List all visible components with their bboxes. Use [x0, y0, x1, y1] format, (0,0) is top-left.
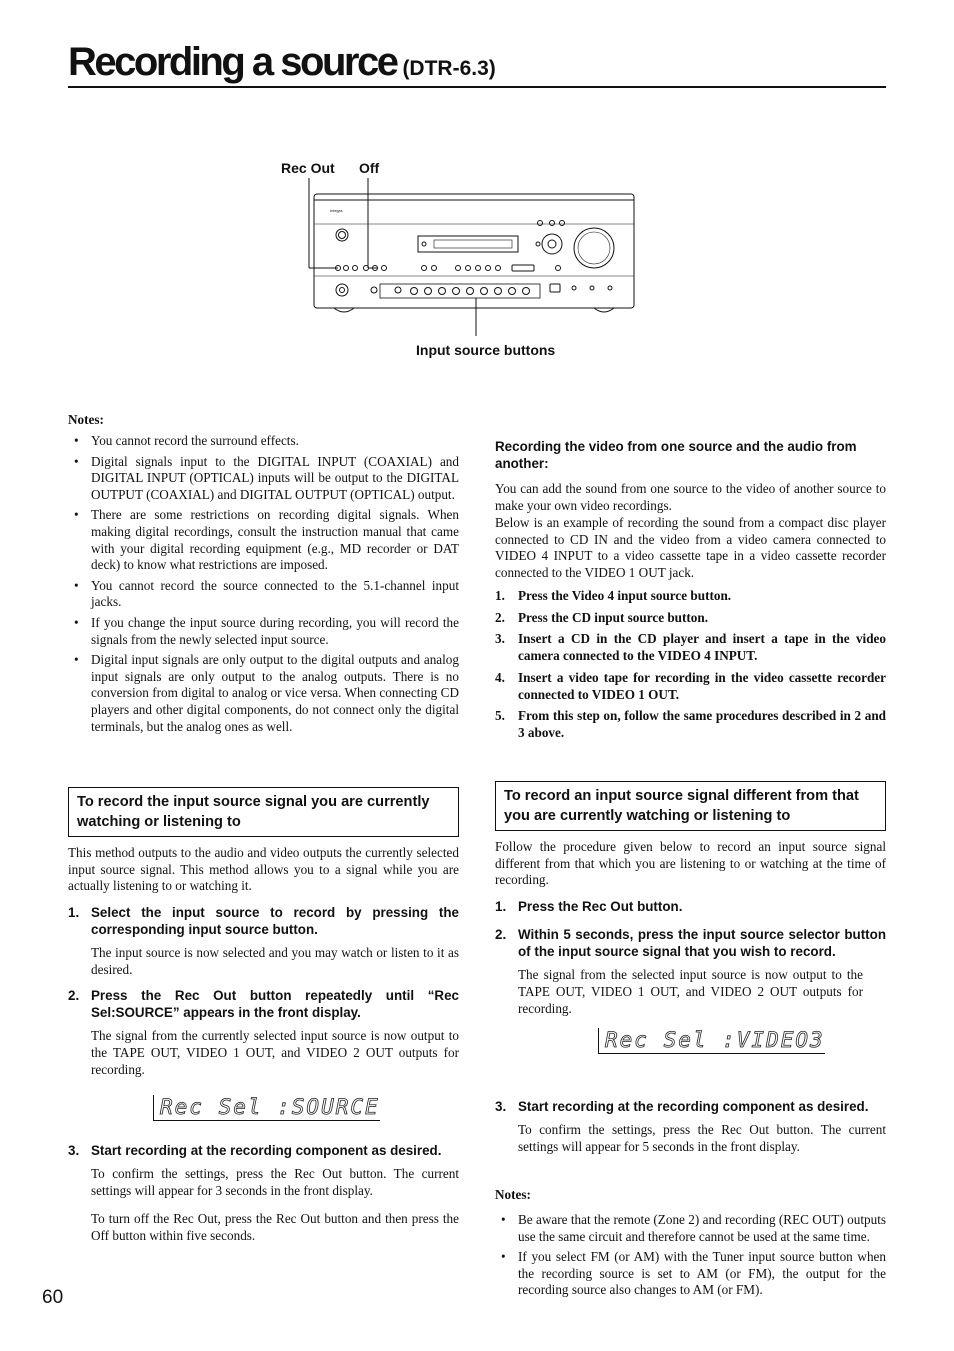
- right-step-2: [495, 926, 886, 1017]
- list-item: • Be aware that the remote (Zone 2) and recording (REC OUT) outputs use the same circuit and therefore cannot be used at the same time.: [495, 1212, 886, 1245]
- video-audio-paragraph-2: Below is an example of recording the sound from a compact disc player connected to CD IN and the video from a video camera connected to VIDEO 4 INPUT to a video cassette tape in a video cassette recorder connected to the VIDEO 1 OUT jack.: [495, 515, 886, 580]
- video-audio-heading: Recording the video from one source and the audio from another:: [495, 439, 857, 472]
- volume-knob: [574, 228, 614, 268]
- step-number: 3.: [68, 1143, 80, 1158]
- left-section-heading-box: To record the input source signal you are currently watching or listening to: [68, 787, 459, 837]
- step-heading: Press the Rec Out button repeatedly until “Rec Sel:SOURCE” appears in the front display.: [91, 988, 459, 1021]
- left-notes-title: Notes:: [68, 412, 104, 427]
- step-body: To turn off the Rec Out, press the Rec Out button and then press the Off button within five seconds.: [91, 1211, 459, 1243]
- list-item: • You cannot record the source connected to the 5.1-channel input jacks.: [68, 578, 459, 611]
- right-notes-list: [495, 1212, 886, 1303]
- right-foot: [594, 308, 614, 312]
- list-item: 5. From this step on, follow the same procedures described in 2 and 3 above.: [495, 708, 886, 741]
- front-display-readout-video3: Rec Sel :VIDEO3: [598, 1028, 825, 1054]
- phones-jack: [336, 284, 348, 296]
- step-number: 1.: [495, 899, 507, 914]
- input-source-button: [411, 288, 418, 295]
- cursor-pad: [542, 234, 562, 254]
- model-label: (DTR-6.3): [402, 57, 496, 80]
- step-heading: Start recording at the recording component as desired.: [518, 1099, 869, 1114]
- receiver-front-panel-illustration: [300, 176, 645, 336]
- step-body: The signal from the selected input source is now output to the TAPE OUT, VIDEO 1 OUT, and VIDEO 2 OUT outputs for recording.: [518, 967, 863, 1016]
- title-rule: [68, 86, 886, 88]
- right-intro-paragraph: Follow the procedure given below to record an input source signal different from that which you are listening to or watching at the time of recording.: [495, 839, 886, 888]
- off-label: Off: [359, 160, 380, 176]
- step-body: To confirm the settings, press the Rec Out button. The current settings will appear for 3 seconds in the front display.: [91, 1166, 459, 1198]
- title-text: Recording a source: [68, 40, 397, 84]
- receiver-body: [314, 194, 634, 308]
- step-body: The signal from the currently selected input source is now output to the TAPE OUT, VIDEO 1 OUT, and VIDEO 2 OUT outputs for recording.: [91, 1028, 459, 1077]
- list-item: • There are some restrictions on recording digital signals. When making digital recordings, consult the instruction manual that came with your digital recording equipment (e.g., MD recorder or DAT deck) to know what restrictions are imposed.: [68, 507, 459, 573]
- front-display: [418, 236, 518, 252]
- left-step-3: [68, 1142, 459, 1245]
- step-number: 2.: [68, 988, 80, 1003]
- step-number: 3.: [495, 1099, 507, 1114]
- left-step-1: [68, 904, 459, 979]
- list-item: • You cannot record the surround effects.: [68, 433, 459, 450]
- list-item: • Digital signals input to the DIGITAL INPUT (COAXIAL) and DIGITAL INPUT (OPTICAL) inputs will be output to the DIGITAL OUTPUT (COAXIAL) and DIGITAL OUTPUT (OPTICAL) output.: [68, 454, 459, 504]
- step-number: 2.: [495, 927, 507, 942]
- step-heading: Start recording at the recording component as desired.: [91, 1143, 442, 1158]
- list-item: • If you select FM (or AM) with the Tuner input source button when the recording source is set to AM (or FM), the output for the recording source also changes to AM (or FM).: [495, 1249, 886, 1299]
- video-audio-steps: [495, 587, 886, 746]
- right-section-heading-box: To record an input source signal different from that you are currently watching or listening to: [495, 781, 886, 831]
- list-item: 2. Press the CD input source button.: [495, 609, 709, 625]
- list-item: • Digital input signals are only output to the digital outputs and analog input signals are only output to the analog outputs. There is no conversion from digital to analog or vice versa. When connecting CD players and other digital components, do not connect only the digital terminals, but the analog ones as well.: [68, 652, 459, 735]
- rec-out-label: Rec Out: [281, 160, 335, 176]
- power-knob: [336, 229, 348, 241]
- video-audio-paragraph-1: You can add the sound from one source to the video of another source to make your own video recordings.: [495, 481, 886, 513]
- right-step-3: [495, 1098, 886, 1155]
- left-foot: [334, 308, 354, 312]
- step-heading: Select the input source to record by pressing the corresponding input source button.: [91, 905, 459, 938]
- left-step-2: [68, 987, 459, 1078]
- left-notes-list: [68, 433, 459, 739]
- page-number: 60: [42, 1287, 64, 1308]
- front-display-readout-source: Rec Sel :SOURCE: [153, 1095, 380, 1121]
- step-number: 1.: [68, 905, 80, 920]
- step-heading: Within 5 seconds, press the input source selector button of the input source signal that you wish to record.: [518, 927, 886, 960]
- list-item: 3. Insert a CD in the CD player and insert a tape in the video camera connected to the VIDEO 4 INPUT.: [495, 631, 886, 664]
- left-intro-paragraph: This method outputs to the audio and video outputs the currently selected input source signal. This method allows you to a signal while you are actually listening to or watching it.: [68, 845, 459, 894]
- input-buttons-label: Input source buttons: [416, 342, 556, 358]
- step-body: The input source is now selected and you may watch or listen to it as desired.: [91, 945, 459, 977]
- list-item: 4. Insert a video tape for recording in the video cassette recorder connected to VIDEO 1 OUT.: [495, 669, 886, 702]
- right-notes-title: Notes:: [495, 1187, 531, 1202]
- svg-text:Integra: Integra: [330, 208, 343, 213]
- step-body: To confirm the settings, press the Rec Out button. The current settings will appear for 5 seconds in the front display.: [518, 1122, 886, 1154]
- list-item: • If you change the input source during recording, you will record the signals from the newly selected input source.: [68, 615, 459, 648]
- step-heading: Press the Rec Out button.: [518, 899, 683, 914]
- right-step-1: [495, 898, 886, 915]
- page-title: [68, 40, 496, 91]
- list-item: 1. Press the Video 4 input source button.: [495, 588, 732, 603]
